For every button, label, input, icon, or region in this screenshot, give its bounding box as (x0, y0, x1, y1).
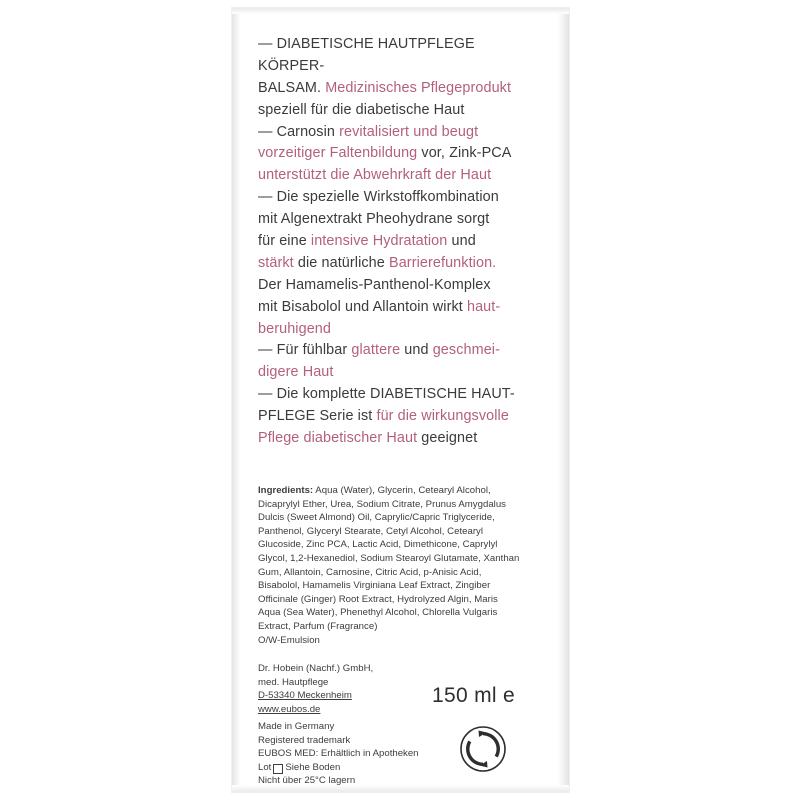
description-text: die natürliche (293, 254, 389, 271)
description-highlight: Barrierefunktion. (389, 254, 497, 271)
description-highlight: revitalisiert und beugt (339, 123, 479, 140)
description-highlight: unterstützt die Abwehrkraft der Haut (258, 167, 492, 184)
description-text: — Die komplette DIABETISCHE HAUT- (258, 386, 515, 403)
description-line (258, 340, 544, 362)
description-highlight: Pflege diabetischer Haut (258, 430, 418, 447)
description-line (258, 78, 544, 100)
product-description-block (258, 34, 544, 450)
description-highlight: glattere (351, 342, 401, 359)
description-highlight: stärkt (258, 254, 294, 271)
description-line (258, 122, 544, 144)
pharmacy-availability: EUBOS MED: Erhältlich in Apotheken (258, 748, 419, 760)
description-line (258, 187, 544, 209)
description-text: vor, Zink-PCA (417, 145, 512, 162)
description-line (258, 384, 544, 406)
description-highlight: geschmei- (432, 342, 500, 359)
description-text: und (400, 342, 433, 359)
description-text: für eine (258, 233, 311, 250)
ingredients-text: Aqua (Water), Glycerin, Cetearyl Alcohol, Dicaprylyl Ether, Urea, Sodium Citrate, Prunus Amygdalus Dulcis (Sweet Almond) Oil, Caprylic/Capric Triglyceride, Panthenol, Glyceryl Stearate, Cetyl Alcohol, Cetearyl Glucoside, Zinc PCA, Lactic Acid, Dimethicone, Caprylyl Glycol, 1,2-Hexanediol, Sodium Stearoyl Glutamate, Xanthan Gum, Allantoin, Carnosine, Citric Acid, p-Anisic Acid, Bisabolol, Hamamelis Virginiana Leaf Extract, Zingiber Officinale (Ginger) Root Extract, Hydrolyzed Algin, Maris Aqua (Sea Water), Phenethyl Alcohol, Chlorella Vulgaris Extract, Parfum (Fragrance) (258, 485, 520, 633)
description-highlight: Medizinisches Pflegeprodukt (325, 79, 512, 96)
lot-row (258, 761, 488, 775)
registered-trademark: Registered trademark (258, 734, 351, 746)
description-line (258, 275, 544, 297)
description-line (258, 100, 544, 122)
description-line (258, 143, 544, 165)
description-text: BALSAM. (258, 79, 326, 96)
green-dot-recycling-icon (460, 726, 506, 772)
description-highlight: digere Haut (258, 364, 334, 381)
address-line-3: D-53340 Meckenheim (258, 690, 352, 702)
description-text: mit Bisabolol und Allantoin wirkt (258, 298, 467, 315)
description-text: mit Algenextrakt Pheohydrane sorgt (258, 211, 490, 228)
address-line-2: med. Hautpflege (258, 676, 329, 688)
legal-footer-block (258, 720, 488, 788)
product-carton-back-panel (232, 8, 569, 792)
website-url: www.eubos.de (258, 703, 321, 715)
made-in-germany: Made in Germany (258, 721, 335, 732)
lot-text: Siehe Boden (285, 761, 341, 773)
ingredients-label: Ingredients: (258, 485, 314, 496)
description-text: — DIABETISCHE HAUTPFLEGE KÖRPER- (258, 36, 475, 74)
description-line (258, 231, 544, 253)
description-line (258, 362, 544, 384)
description-line (258, 428, 544, 450)
description-text: geeignet (417, 430, 478, 447)
description-line (258, 253, 544, 275)
storage-instruction: Nicht über 25°C lagern (258, 775, 356, 787)
description-text: und (447, 233, 476, 250)
description-highlight: für die wirkungsvolle (376, 408, 509, 425)
description-text: speziell für die diabetische Haut (258, 101, 465, 118)
emulsion-type: O/W-Emulsion (258, 634, 320, 646)
description-highlight: intensive Hydratation (310, 233, 448, 250)
description-text: — Die spezielle Wirkstoffkombination (258, 189, 499, 206)
description-text: PFLEGE Serie ist (258, 408, 377, 425)
description-highlight: beruhigend (258, 320, 332, 337)
description-line (258, 319, 544, 341)
description-text: — Carnosin (258, 123, 340, 140)
description-line (258, 165, 544, 187)
description-line (258, 406, 544, 428)
address-line-1: Dr. Hobein (Nachf.) GmbH, (258, 663, 374, 674)
description-line (258, 209, 544, 231)
volume-label: 150 ml e (432, 684, 515, 707)
carton-left-edge (232, 8, 241, 792)
description-text: Der Hamamelis-Panthenol-Komplex (258, 276, 491, 293)
description-highlight: vorzeitiger Faltenbildung (258, 145, 418, 162)
description-line (258, 297, 544, 319)
description-highlight: haut- (466, 298, 501, 315)
lot-box-icon (273, 764, 283, 774)
description-line (258, 34, 544, 78)
carton-top-edge (232, 8, 569, 14)
carton-right-edge (557, 8, 569, 792)
ingredients-block (258, 484, 520, 647)
lot-prefix: Lot (258, 761, 272, 773)
description-text: — Für fühlbar (258, 342, 352, 359)
